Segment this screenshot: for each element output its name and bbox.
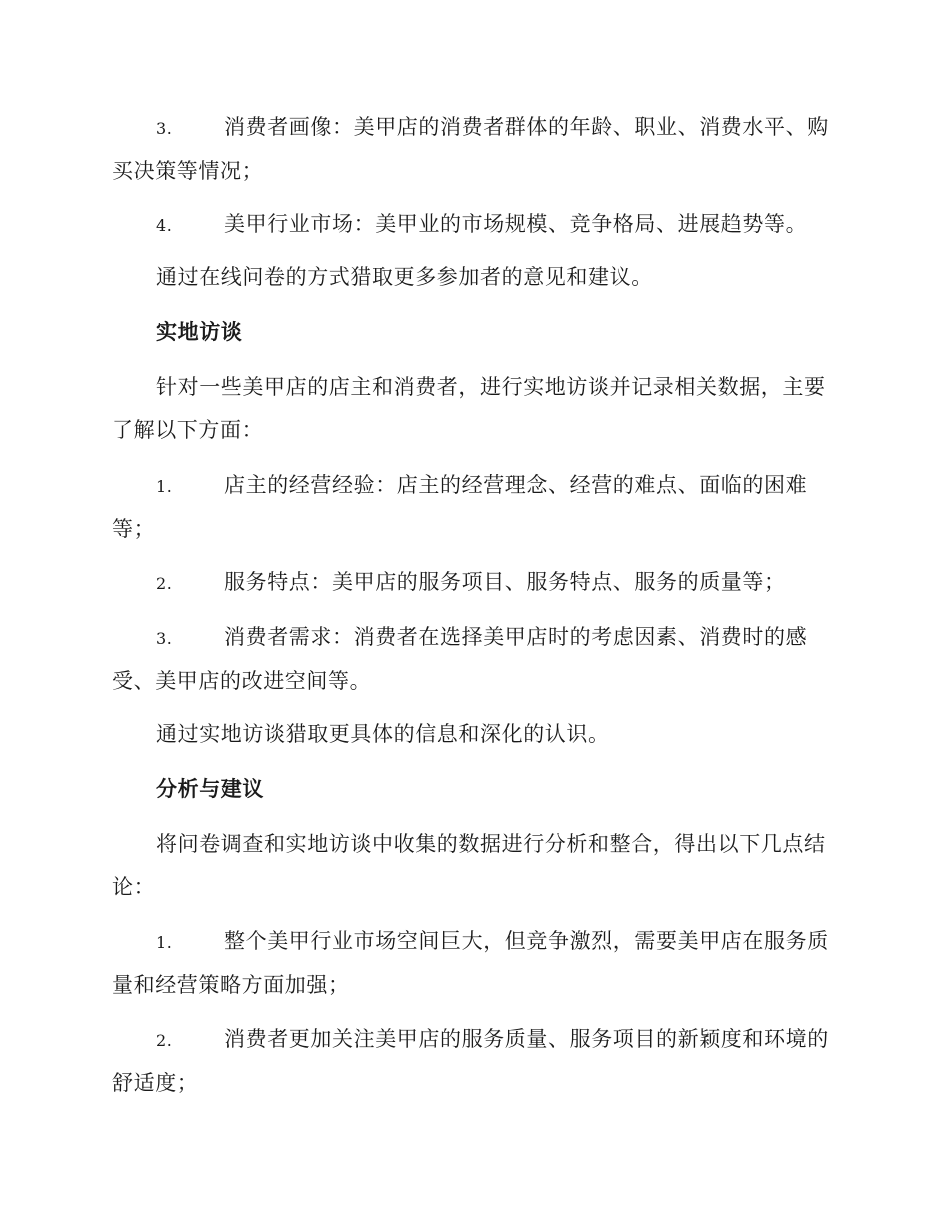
paragraph: 通过在线问卷的方式猎取更多参加者的意见和建议。 bbox=[156, 265, 653, 289]
section-heading: 实地访谈 bbox=[156, 320, 243, 344]
list-number: 1. bbox=[156, 933, 173, 952]
list-number: 2. bbox=[156, 1031, 173, 1050]
paragraph: 将问卷调查和实地访谈中收集的数据进行分析和整合，得出以下几点结论： bbox=[112, 832, 826, 899]
list-text: 整个美甲行业市场空间巨大，但竞争激烈，需要美甲店在服务质量和经营策略方面加强； bbox=[112, 929, 829, 997]
list-text: 美甲行业市场：美甲业的市场规模、竞争格局、进展趋势等。 bbox=[224, 212, 808, 236]
list-number: 2. bbox=[156, 574, 173, 593]
list-item bbox=[112, 561, 832, 605]
list-item bbox=[112, 920, 832, 1007]
list-text: 消费者更加关注美甲店的服务质量、服务项目的新颖度和环境的舒适度； bbox=[112, 1027, 829, 1095]
paragraph: 针对一些美甲店的店主和消费者，进行实地访谈并记录相关数据，主要了解以下方面： bbox=[112, 375, 826, 442]
list-item bbox=[112, 106, 832, 193]
list-number: 4. bbox=[156, 216, 173, 235]
list-number: 3. bbox=[156, 119, 173, 138]
list-text: 消费者需求：消费者在选择美甲店时的考虑因素、消费时的感受、美甲店的改进空间等。 bbox=[112, 625, 808, 693]
list-number: 1. bbox=[156, 477, 173, 496]
list-item bbox=[112, 464, 832, 551]
list-item bbox=[112, 203, 832, 247]
paragraph: 通过实地访谈猎取更具体的信息和深化的认识。 bbox=[156, 722, 610, 746]
list-item bbox=[112, 616, 832, 703]
list-text: 店主的经营经验：店主的经营理念、经营的难点、面临的困难等； bbox=[112, 473, 808, 541]
list-text: 服务特点：美甲店的服务项目、服务特点、服务的质量等； bbox=[224, 570, 786, 594]
list-text: 消费者画像：美甲店的消费者群体的年龄、职业、消费水平、购买决策等情况； bbox=[112, 115, 829, 183]
list-number: 3. bbox=[156, 629, 173, 648]
section-heading: 分析与建议 bbox=[156, 777, 264, 801]
list-item bbox=[112, 1018, 832, 1105]
